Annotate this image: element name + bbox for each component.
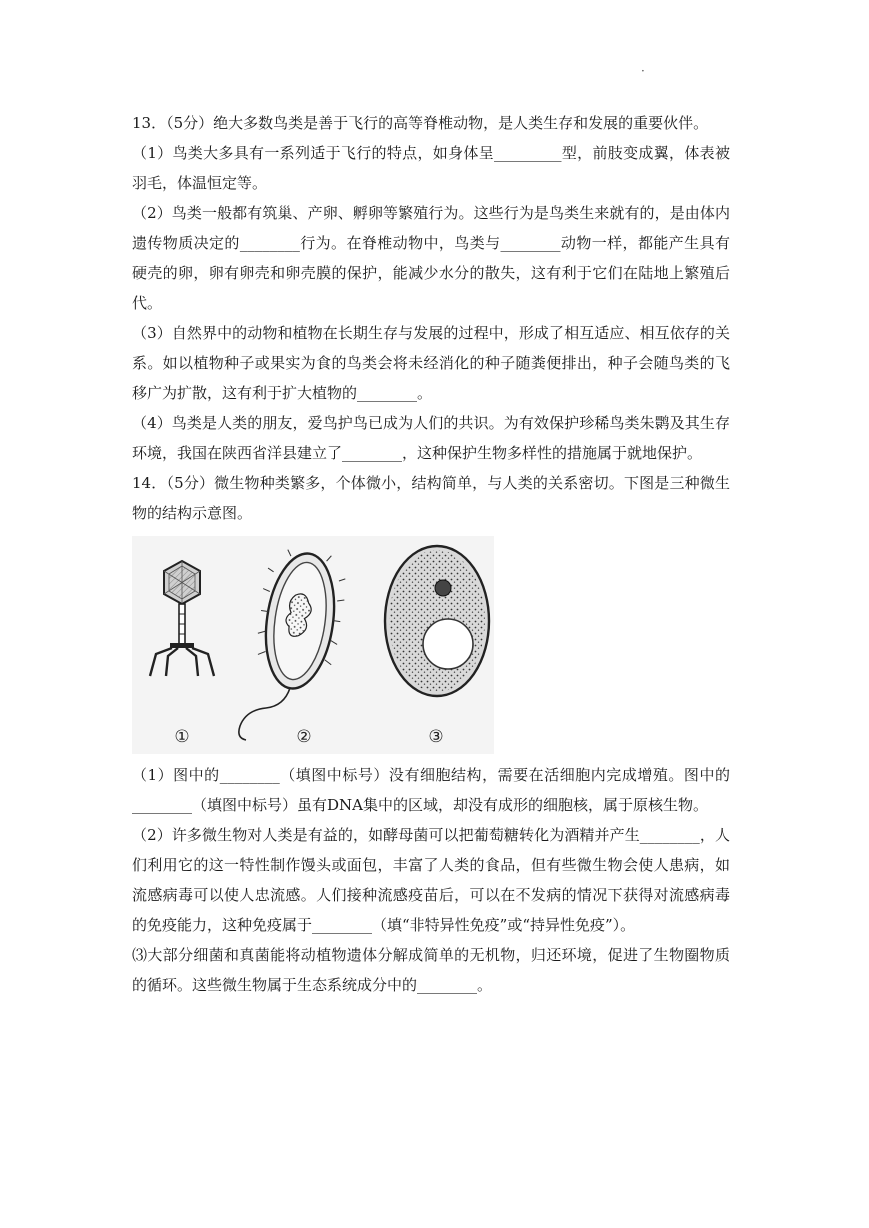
q14-stem: 14．（5分）微生物种类繁多，个体微小，结构简单，与人类的关系密切。下图是三种微生物的结构示意图。 xyxy=(132,474,730,522)
figure-label-1: ① xyxy=(174,727,190,747)
q14-part3: ⑶大部分细菌和真菌能将动植物遗体分解成简单的无机物，归还环境，促进了生物圈物质的循环。这些微生物属于生态系统成分中的________。 xyxy=(132,946,730,994)
bacterium-drawing xyxy=(239,547,350,740)
figure-label-2: ② xyxy=(296,727,312,747)
q13-part2: （2）鸟类一般都有筑巢、产卵、孵卵等繁殖行为。这些行为是鸟类生来就有的，是由体内遗传物质决定的________行为。在脊椎动物中，鸟类与________动物一样，都能产生具有硬壳的卵，卵有卵壳和卵壳膜的保护，能减少水分的散失，这有利于它们在陆地上繁殖后代。 xyxy=(132,204,730,312)
q13-part3: （3）自然界中的动物和植物在长期生存与发展的过程中，形成了相互适应、相互依存的关系。如以植物种子或果实为食的鸟类会将未经消化的种子随粪便排出，种子会随鸟类的飞移广为扩散，这有利于扩大植物的________。 xyxy=(132,324,730,402)
yeast-drawing xyxy=(385,546,489,696)
q13-part4: （4）鸟类是人类的朋友，爱鸟护鸟已成为人们的共识。为有效保护珍稀鸟类朱鹮及其生存环境，我国在陕西省洋县建立了________，这种保护生物多样性的措施属于就地保护。 xyxy=(132,414,730,462)
virus-drawing xyxy=(150,561,214,676)
document-body xyxy=(132,108,730,1000)
header-mark: · xyxy=(641,64,645,78)
q13-stem: 13．（5分）绝大多数鸟类是善于飞行的高等脊椎动物，是人类生存和发展的重要伙伴。 xyxy=(132,114,709,132)
microbe-figure xyxy=(132,536,494,754)
figure-label-3: ③ xyxy=(428,727,444,747)
q13-part1: （1）鸟类大多具有一系列适于飞行的特点，如身体呈_________型，前肢变成翼，体表被羽毛，体温恒定等。 xyxy=(132,144,730,192)
q14-part1: （1）图中的________（填图中标号）没有细胞结构，需要在活细胞内完成增殖。图中的________（填图中标号）虽有DNA集中的区域，却没有成形的细胞核，属于原核生物。 xyxy=(132,766,730,814)
q14-part2: （2）许多微生物对人类是有益的，如酵母菌可以把葡萄糖转化为酒精并产生________，人们利用它的这一特性制作馒头或面包，丰富了人类的食品，但有些微生物会使人患病，如流感病毒可以使人忠流感。人们接种流感疫苗后，可以在不发病的情况下获得对流感病毒的免疫能力，这种免疫属于________（填“非特异性免疫”或“持异性免疫”）。 xyxy=(132,826,730,934)
